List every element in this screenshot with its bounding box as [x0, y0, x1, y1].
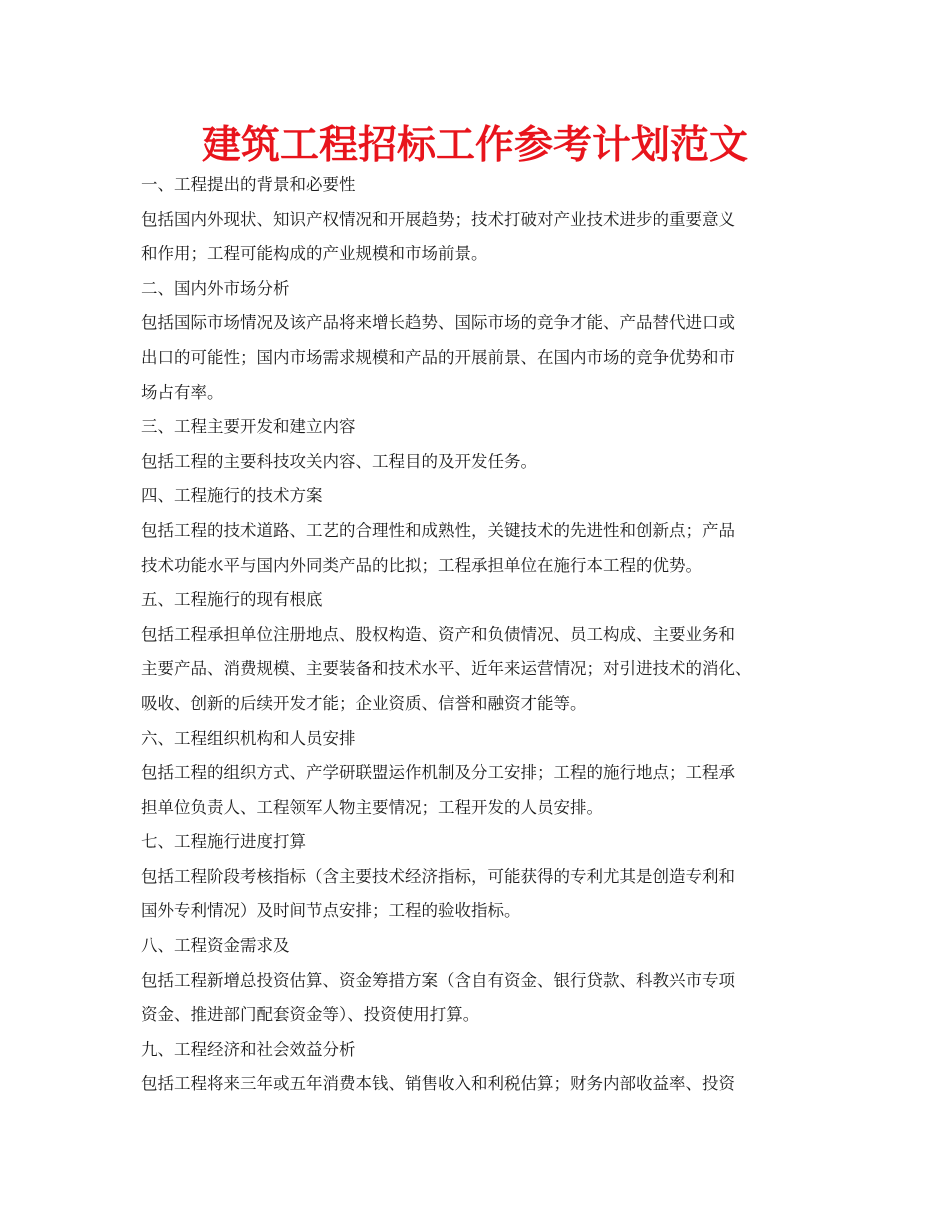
paragraph-line: 包括工程阶段考核指标（含主要技术经济指标，可能获得的专利尤其是创造专利和 [141, 866, 735, 886]
section-heading-7: 七、工程施行进度打算 [141, 832, 306, 852]
section-heading-2: 二、国内外市场分析 [141, 278, 290, 298]
paragraph-line: 吸收、创新的后续开发才能；企业资质、信誉和融资才能等。 [141, 693, 587, 713]
document-body [141, 168, 831, 1102]
document-title: 建筑工程招标工作参考计划范文 [201, 123, 748, 168]
paragraph-line: 包括国内外现状、知识产权情况和开展趋势；技术打破对产业技术进步的重要意义 [141, 209, 735, 229]
paragraph-line: 包括工程的主要科技攻关内容、工程目的及开发任务。 [141, 451, 537, 471]
section-heading-6: 六、工程组织机构和人员安排 [141, 728, 356, 748]
paragraph-line: 和作用；工程可能构成的产业规模和市场前景。 [141, 244, 488, 264]
paragraph-line: 国外专利情况）及时间节点安排；工程的验收指标。 [141, 901, 521, 921]
paragraph-line: 主要产品、消费规模、主要装备和技术水平、近年来运营情况；对引进技术的消化、 [141, 659, 752, 679]
paragraph-line: 包括工程新增总投资估算、资金筹措方案（含自有资金、银行贷款、科教兴市专项 [141, 970, 735, 990]
section-heading-4: 四、工程施行的技术方案 [141, 486, 323, 506]
paragraph-line: 担单位负责人、工程领军人物主要情况；工程开发的人员安排。 [141, 797, 603, 817]
paragraph-line: 包括工程的技术道路、工艺的合理性和成熟性，关键技术的先进性和创新点；产品 [141, 520, 735, 540]
section-heading-5: 五、工程施行的现有根底 [141, 590, 323, 610]
paragraph-line: 包括国际市场情况及该产品将来增长趋势、国际市场的竞争才能、产品替代进口或 [141, 313, 735, 333]
paragraph-line: 出口的可能性；国内市场需求规模和产品的开展前景、在国内市场的竞争优势和市 [141, 347, 735, 367]
section-heading-8: 八、工程资金需求及 [141, 936, 290, 956]
paragraph-line: 包括工程将来三年或五年消费本钱、销售收入和利税估算；财务内部收益率、投资 [141, 1074, 735, 1094]
section-heading-1: 一、工程提出的背景和必要性 [141, 175, 356, 194]
paragraph-line: 场占有率。 [141, 382, 224, 402]
section-heading-9: 九、工程经济和社会效益分析 [141, 1039, 356, 1059]
paragraph-line: 包括工程的组织方式、产学研联盟运作机制及分工安排；工程的施行地点；工程承 [141, 763, 735, 783]
paragraph-line: 资金、推进部门配套资金等）、投资使用打算。 [141, 1005, 480, 1025]
section-heading-3: 三、工程主要开发和建立内容 [141, 417, 356, 437]
paragraph-line: 包括工程承担单位注册地点、股权构造、资产和负债情况、员工构成、主要业务和 [141, 624, 735, 644]
paragraph-line: 技术功能水平与国内外同类产品的比拟；工程承担单位在施行本工程的优势。 [141, 555, 702, 575]
